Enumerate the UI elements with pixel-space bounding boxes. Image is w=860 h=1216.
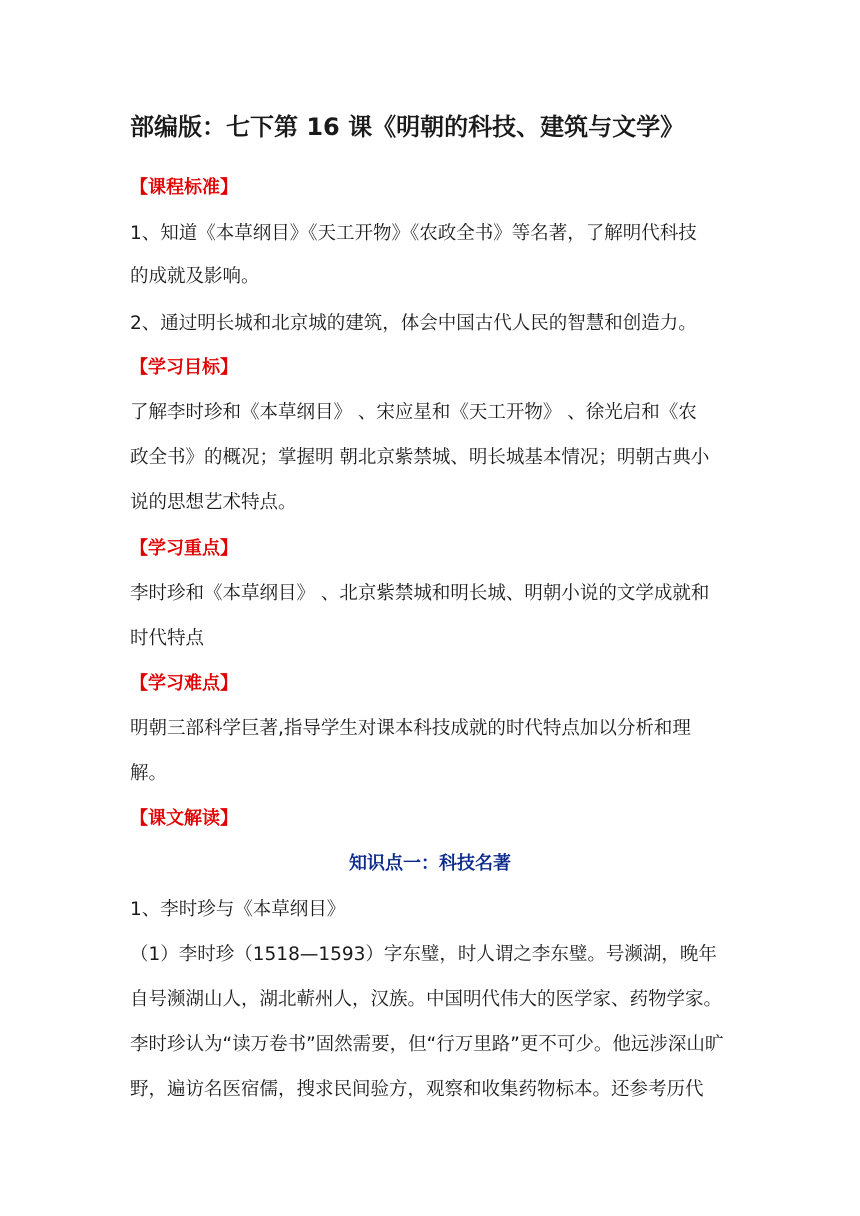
knowledge-point-heading: 知识点一：科技名著 — [349, 853, 511, 874]
paragraph-line: 李时珍认为“读万卷书”固然需要，但“行万里路”更不可少。他远涉深山旷 — [130, 1034, 724, 1055]
heading-learning-goals: 【学习目标】 — [130, 357, 238, 378]
paragraph-line: 李时珍和《本草纲目》 、北京紫禁城和明长城、明朝小说的文学成就和 — [130, 583, 710, 604]
paragraph-line: 政全书》的概况；掌握明 朝北京紫禁城、明长城基本情况；明朝古典小 — [130, 447, 710, 468]
heading-curriculum-standard: 【课程标准】 — [130, 177, 238, 198]
heading-difficult-points: 【学习难点】 — [130, 673, 238, 694]
paragraph-line: 时代特点 — [130, 628, 205, 649]
paragraph-line: 解。 — [130, 763, 168, 784]
heading-key-points: 【学习重点】 — [130, 538, 238, 559]
paragraph-line: 说的思想艺术特点。 — [130, 492, 297, 513]
paragraph-line: 明朝三部科学巨著,指导学生对课本科技成就的时代特点加以分析和理 — [130, 718, 691, 739]
document-title: 部编版：七下第 16 课《明朝的科技、建筑与文学》 — [130, 113, 685, 141]
paragraph-line: 自号濒湖山人，湖北蕲州人，汉族。中国明代伟大的医学家、药物学家。 — [130, 989, 723, 1010]
paragraph-line: 1、知道《本草纲目》《天工开物》《农政全书》等名著，了解明代科技 — [130, 223, 697, 244]
heading-text-reading: 【课文解读】 — [130, 808, 238, 829]
paragraph-line: （1）李时珍（1518—1593）字东璧，时人谓之李东璧。号濒湖，晚年 — [130, 944, 717, 965]
paragraph-line: 野，遍访名医宿儒，搜求民间验方，观察和收集药物标本。还参考历代 — [130, 1079, 704, 1100]
paragraph-line: 了解李时珍和《本草纲目》 、宋应星和《天工开物》 、徐光启和《农 — [130, 402, 697, 423]
paragraph-line: 1、李时珍与《本草纲目》 — [130, 899, 346, 920]
paragraph-line: 的成就及影响。 — [130, 266, 260, 287]
paragraph-line: 2、通过明长城和北京城的建筑，体会中国古代人民的智慧和创造力。 — [130, 313, 697, 334]
